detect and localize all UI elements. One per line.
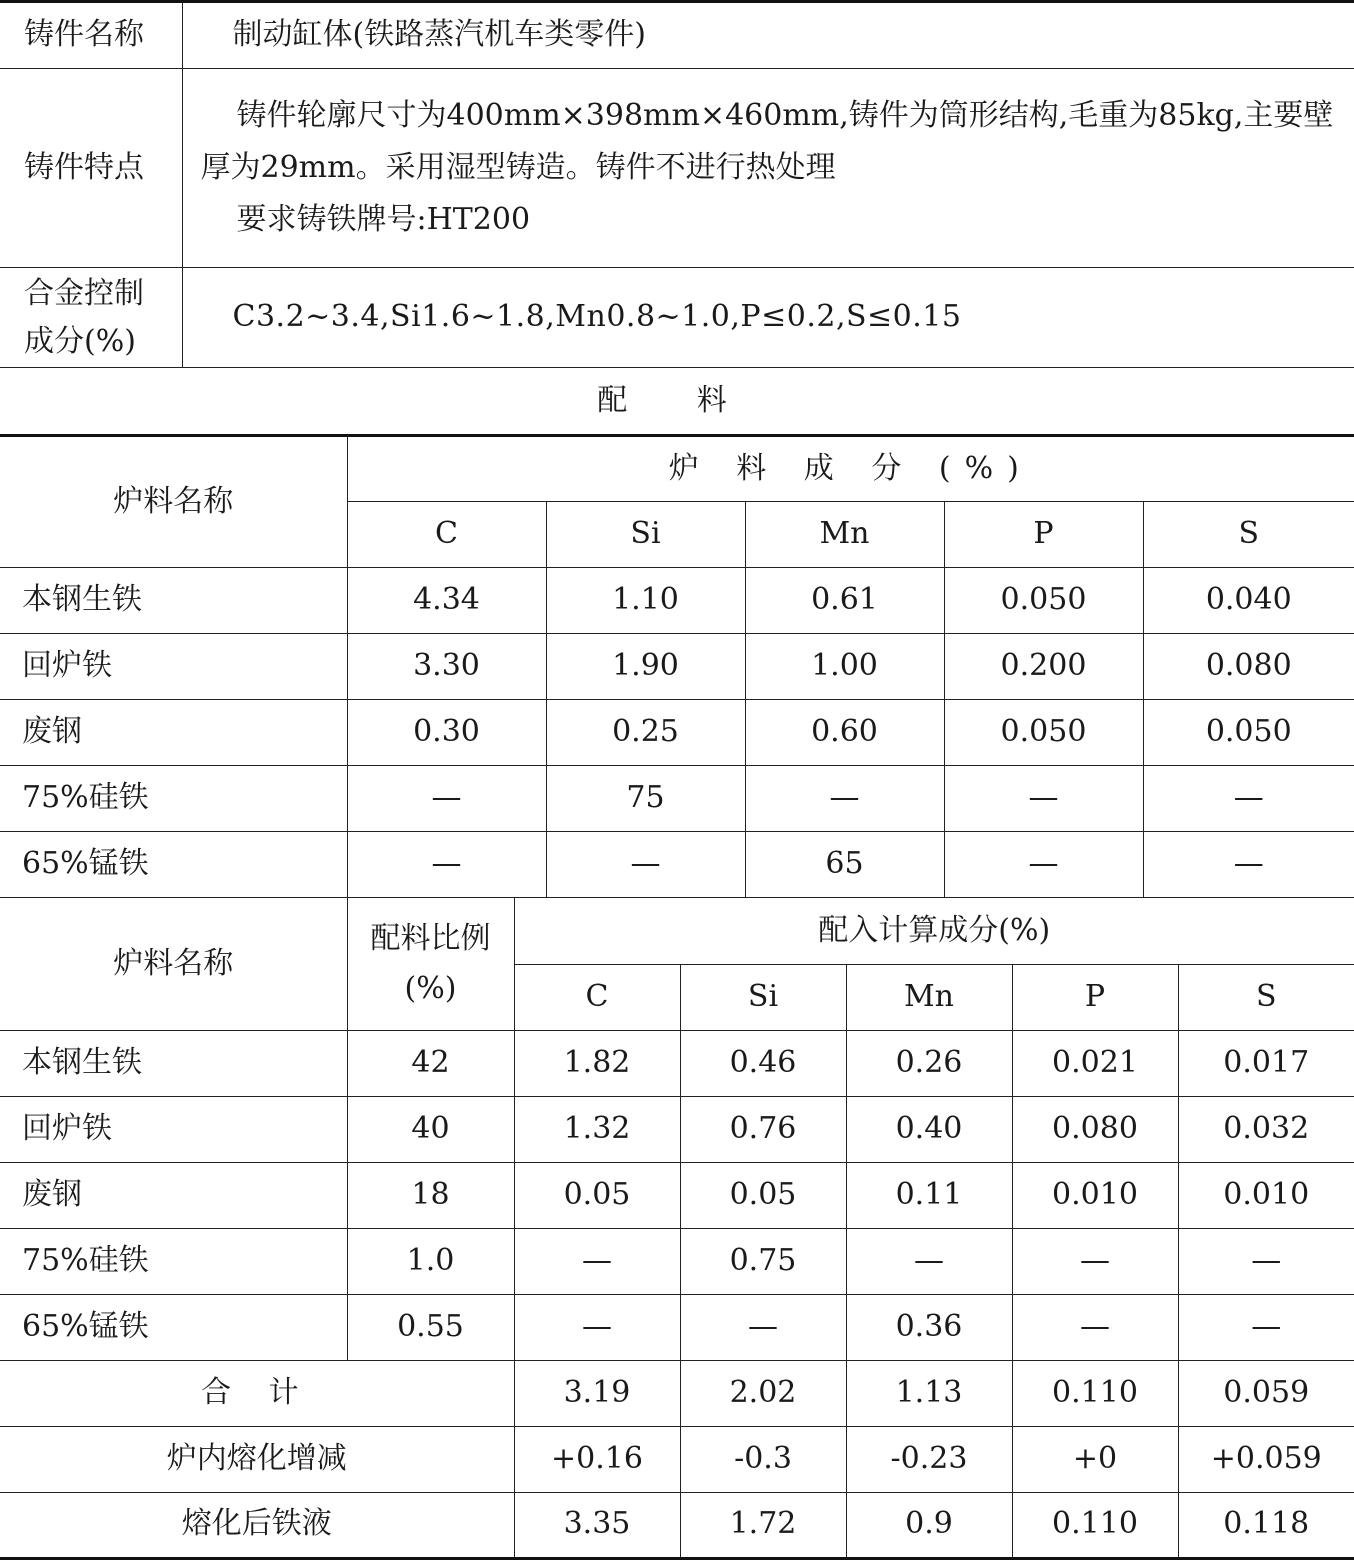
charge-composition-table [0,434,1354,898]
after-melt-label: 熔化后铁液 [0,1492,514,1558]
table-cell: — [514,1294,680,1360]
table-cell: 0.110 [1012,1360,1178,1426]
calc-name-header: 炉料名称 [0,898,347,1030]
table-cell: 1.32 [514,1096,680,1162]
melt-change-label: 炉内熔化增减 [0,1426,514,1492]
table-row [0,1162,1354,1228]
table-cell: — [1012,1294,1178,1360]
table-cell: — [680,1294,846,1360]
table-cell: +0.16 [514,1426,680,1492]
table-row [0,700,1354,766]
table-cell: — [944,766,1143,832]
charge-col-mn: Mn [745,502,944,568]
table-cell: — [347,766,546,832]
table-cell: 0.46 [680,1030,846,1096]
charge-col-s: S [1143,502,1354,568]
casting-feature-label: 铸件特点 [0,69,182,268]
calc-row-name: 回炉铁 [0,1096,347,1162]
charge-row-name: 废钢 [0,700,347,766]
table-cell: +0.059 [1178,1426,1354,1492]
casting-feature-text [182,69,1354,268]
table-cell: 0.059 [1178,1360,1354,1426]
table-cell: 1.82 [514,1030,680,1096]
melt-change-row [0,1426,1354,1492]
table-cell: 65 [745,832,944,898]
alloy-label-line-2: 成分(%) [24,323,136,359]
charge-name-header: 炉料名称 [0,436,347,568]
table-cell: 0.080 [1012,1096,1178,1162]
charge-row-name: 回炉铁 [0,634,347,700]
calculated-composition-table [0,898,1354,1560]
table-cell: — [745,766,944,832]
table-cell: 0.118 [1178,1492,1354,1558]
table-cell: 0.26 [846,1030,1012,1096]
casting-name-value: 制动缸体(铁路蒸汽机车类零件) [182,2,1354,69]
table-cell: +0 [1012,1426,1178,1492]
table-cell: -0.3 [680,1426,846,1492]
table-cell: -0.23 [846,1426,1012,1492]
table-cell: 0.05 [514,1162,680,1228]
table-cell: 0.040 [1143,568,1354,634]
calc-row-name: 65%锰铁 [0,1294,347,1360]
table-cell: 0.017 [1178,1030,1354,1096]
ratio-header-line-1: 配料比例 [370,920,491,956]
table-cell: 0.010 [1012,1162,1178,1228]
table-row [0,1096,1354,1162]
table-cell: 0.40 [846,1096,1012,1162]
ratio-header-line-2: (%) [404,970,457,1006]
casting-name-row [0,2,1354,69]
section-title: 配 料 [597,383,757,418]
alloy-composition-label [0,268,182,368]
table-cell: 0.75 [680,1228,846,1294]
table-cell: 3.35 [514,1492,680,1558]
total-label: 合 计 [0,1360,514,1426]
calc-col-si: Si [680,964,846,1030]
table-cell: 0.30 [347,700,546,766]
casting-name-label: 铸件名称 [0,2,182,69]
table-cell: — [1178,1228,1354,1294]
table-cell: 0.110 [1012,1492,1178,1558]
calc-row-ratio: 1.0 [347,1228,514,1294]
charge-row-name: 75%硅铁 [0,766,347,832]
after-melt-row [0,1492,1354,1558]
calc-row-ratio: 42 [347,1030,514,1096]
table-cell: 3.30 [347,634,546,700]
table-row [0,568,1354,634]
table-cell: 3.19 [514,1360,680,1426]
table-cell: 0.9 [846,1492,1012,1558]
calc-row-name: 本钢生铁 [0,1030,347,1096]
table-row [0,1228,1354,1294]
table-cell: 0.200 [944,634,1143,700]
calc-col-p: P [1012,964,1178,1030]
table-cell: 0.010 [1178,1162,1354,1228]
calc-row-ratio: 40 [347,1096,514,1162]
table-cell: — [514,1228,680,1294]
casting-feature-line-2: 要求铸铁牌号:HT200 [236,202,531,237]
calc-header-row [0,898,1354,964]
table-cell: 1.90 [546,634,745,700]
calc-col-mn: Mn [846,964,1012,1030]
table-row [0,634,1354,700]
table-row [0,1030,1354,1096]
table-cell: 0.032 [1178,1096,1354,1162]
charge-group-header: 炉 料 成 分 (%) [347,436,1354,502]
calc-row-ratio: 18 [347,1162,514,1228]
table-cell: — [1143,766,1354,832]
calc-row-name: 75%硅铁 [0,1228,347,1294]
table-cell: 4.34 [347,568,546,634]
table-row [0,832,1354,898]
table-row [0,766,1354,832]
table-cell: — [846,1228,1012,1294]
table-cell: — [1143,832,1354,898]
calc-group-header: 配入计算成分(%) [514,898,1354,964]
charge-header-row [0,436,1354,502]
calc-row-name: 废钢 [0,1162,347,1228]
table-cell: 0.050 [944,700,1143,766]
calc-col-c: C [514,964,680,1030]
table-cell: 0.76 [680,1096,846,1162]
casting-info-table [0,0,1354,368]
calc-col-s: S [1178,964,1354,1030]
table-cell: 1.00 [745,634,944,700]
table-cell: 1.10 [546,568,745,634]
casting-feature-line-1: 铸件轮廓尺寸为400mm×398mm×460mm,铸件为筒形结构,毛重为85kg,主要壁厚为29mm。采用湿型铸造。铸件不进行热处理 [200,98,1334,185]
table-cell: — [944,832,1143,898]
table-cell: 0.11 [846,1162,1012,1228]
table-cell: 0.021 [1012,1030,1178,1096]
table-cell: 0.25 [546,700,745,766]
alloy-label-line-1: 合金控制 [24,275,144,311]
table-cell: 0.050 [944,568,1143,634]
table-cell: — [546,832,745,898]
table-cell: 1.13 [846,1360,1012,1426]
total-row [0,1360,1354,1426]
charge-row-name: 65%锰铁 [0,832,347,898]
charge-col-c: C [347,502,546,568]
calc-row-ratio: 0.55 [347,1294,514,1360]
table-cell: 75 [546,766,745,832]
table-row [0,1294,1354,1360]
alloy-composition-row [0,268,1354,368]
table-cell: 1.72 [680,1492,846,1558]
charge-col-si: Si [546,502,745,568]
charge-row-name: 本钢生铁 [0,568,347,634]
alloy-composition-value: C3.2~3.4,Si1.6~1.8,Mn0.8~1.0,P≤0.2,S≤0.15 [182,268,1354,368]
table-cell: — [1012,1228,1178,1294]
table-cell: — [347,832,546,898]
table-cell: 2.02 [680,1360,846,1426]
calc-ratio-header [347,898,514,1030]
table-cell: 0.36 [846,1294,1012,1360]
table-cell: 0.60 [745,700,944,766]
table-cell: 0.61 [745,568,944,634]
table-cell: 0.050 [1143,700,1354,766]
charge-col-p: P [944,502,1143,568]
table-cell: — [1178,1294,1354,1360]
table-cell: 0.080 [1143,634,1354,700]
casting-feature-row [0,69,1354,268]
table-cell: 0.05 [680,1162,846,1228]
